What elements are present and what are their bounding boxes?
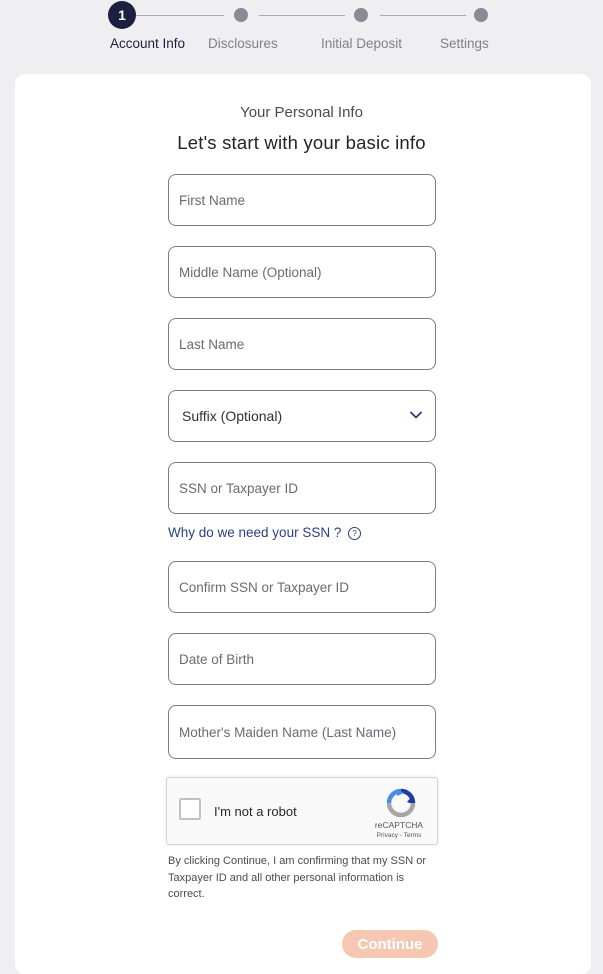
step-1-indicator: 1: [108, 1, 136, 29]
recaptcha-checkbox[interactable]: [179, 798, 201, 820]
last-name-input[interactable]: [169, 319, 435, 369]
recaptcha-brand: reCAPTCHA: [374, 820, 424, 830]
step-label-disclosures: Disclosures: [208, 36, 278, 51]
recaptcha-label: I'm not a robot: [214, 804, 297, 819]
suffix-selected-value: Suffix (Optional): [182, 408, 283, 424]
stepper-connector: [380, 15, 466, 16]
date-of-birth-input[interactable]: [169, 634, 435, 684]
step-3-indicator: [354, 8, 368, 22]
step-label-initial-deposit: Initial Deposit: [321, 36, 403, 51]
middle-name-field: [168, 246, 436, 298]
step-4-indicator: [474, 8, 488, 22]
mothers-maiden-name-input[interactable]: [169, 706, 435, 758]
section-subtitle: Your Personal Info: [240, 104, 363, 121]
ssn-input[interactable]: [169, 463, 435, 513]
first-name-input[interactable]: [169, 175, 435, 225]
continue-button[interactable]: Continue: [342, 930, 438, 958]
ssn-field: [168, 462, 436, 514]
progress-stepper: [0, 0, 603, 60]
ssn-help-link-text: Why do we need your SSN ?: [168, 525, 342, 540]
page-title: Let's start with your basic info: [177, 132, 426, 153]
recaptcha-logo-icon: [386, 788, 416, 818]
first-name-field: [168, 174, 436, 226]
step-label-account-info: Account Info: [110, 36, 186, 51]
step-label-settings: Settings: [440, 36, 489, 51]
suffix-select[interactable]: [168, 390, 436, 442]
recaptcha-widget: [166, 777, 438, 845]
question-circle-icon: ?: [348, 527, 361, 540]
step-2-indicator: [234, 8, 248, 22]
middle-name-input[interactable]: [169, 247, 435, 297]
confirmation-disclaimer: By clicking Continue, I am confirming that my SSN or Taxpayer ID and all other personal information is correct.: [168, 855, 426, 900]
confirm-ssn-field: [168, 561, 436, 613]
date-of-birth-field: [168, 633, 436, 685]
chevron-down-icon: [410, 411, 422, 419]
mothers-maiden-name-field: [168, 705, 436, 759]
last-name-field: [168, 318, 436, 370]
confirm-ssn-input[interactable]: [169, 562, 435, 612]
ssn-help-link[interactable]: [168, 525, 361, 540]
recaptcha-privacy-terms-link[interactable]: Privacy - Terms: [376, 832, 422, 839]
stepper-connector: [136, 15, 224, 16]
stepper-connector: [259, 15, 345, 16]
